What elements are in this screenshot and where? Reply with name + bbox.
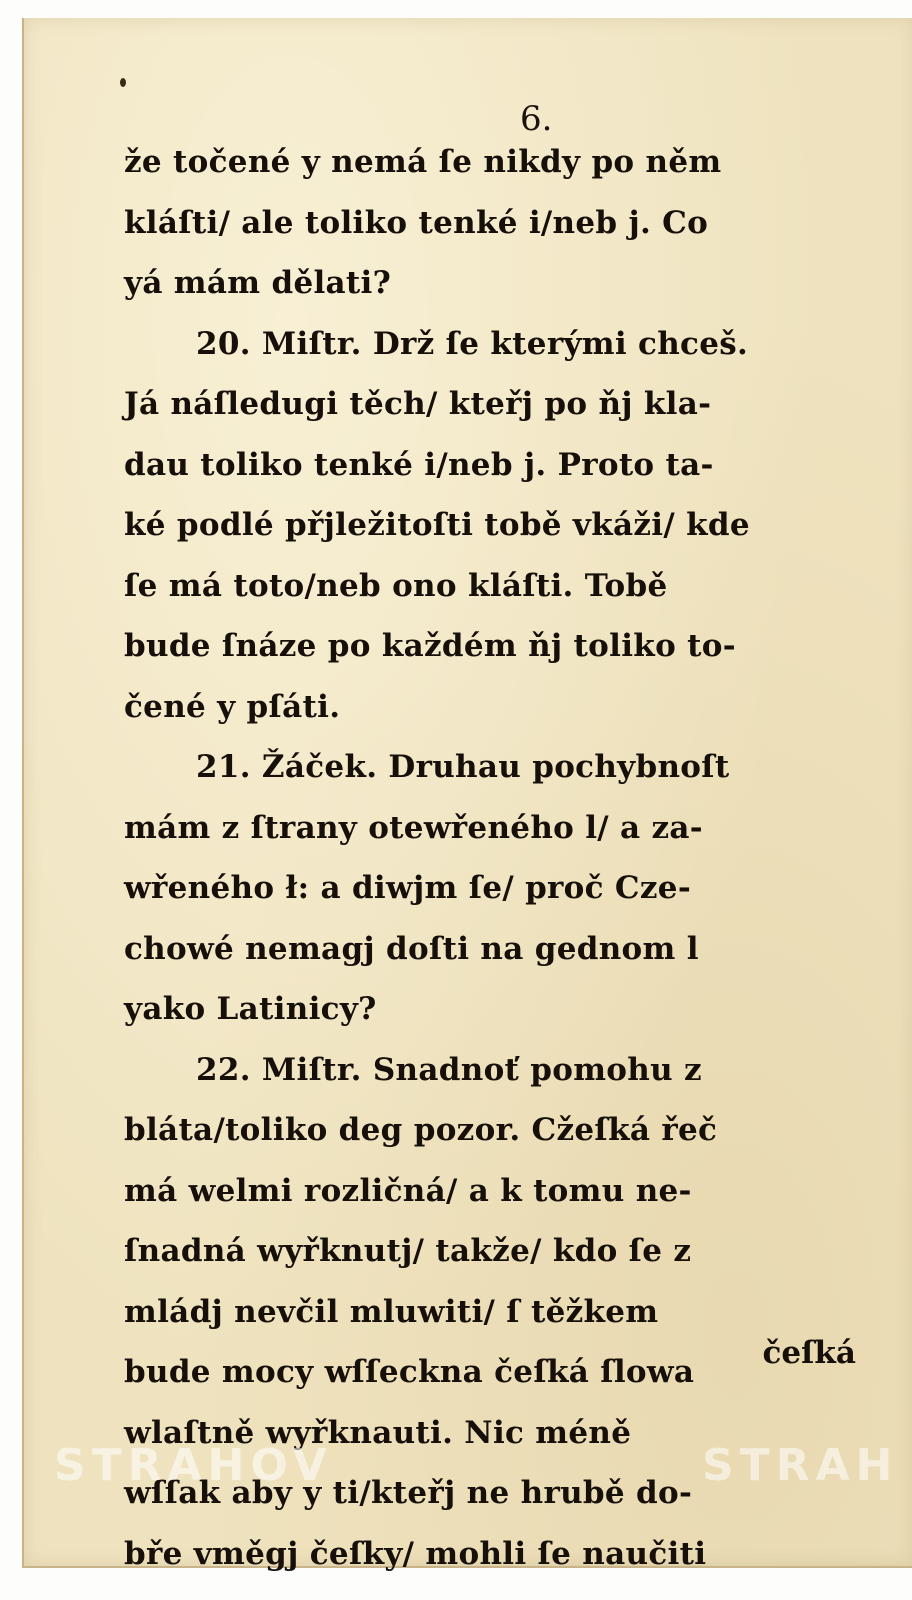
text-line: mládj nevčil mluwiti/ ſ těžkem xyxy=(124,1293,659,1330)
text-line: wřeného ł: a diwjm ſe/ proč Cze- xyxy=(124,870,691,906)
text-line: bude ſnáze po každém ňj toliko to- xyxy=(124,628,736,664)
text-line: chowé nemagj doſti na gednom l xyxy=(124,930,699,967)
text-line: ké podlé přjležitoſti tobě vkáži/ kde xyxy=(124,507,750,543)
text-line: mám z ſtrany otewřeného l/ a za- xyxy=(124,809,703,846)
text-line: yako Latinicy? xyxy=(124,991,377,1027)
text-line: 20. Miſtr. Drž ſe kterými chceš. xyxy=(196,325,749,362)
text-line: ſnadná wyřknutj/ takže/ kdo ſe z xyxy=(124,1233,692,1269)
text-line: 22. Miſtr. Snadnoť pomohu z xyxy=(196,1051,702,1088)
text-line: bláta/toliko deg pozor. Cžeſká řeč xyxy=(124,1112,718,1148)
text-line: Já náſledugi těch/ kteřj po ňj kla- xyxy=(124,386,712,422)
ink-speck xyxy=(120,78,126,87)
page-number: 6. xyxy=(520,99,553,139)
text-line: ſe má toto/neb ono kláſti. Tobě xyxy=(124,567,668,604)
text-line: že točené y nemá ſe nikdy po něm xyxy=(124,144,722,180)
library-watermark: STRAH xyxy=(702,1440,899,1491)
text-line: yá mám dělati? xyxy=(124,265,392,301)
text-line: wlaſtně wyřknauti. Nic méně xyxy=(124,1414,632,1451)
text-line: bře vměgj čeſky/ mohli ſe naučiti xyxy=(124,1535,707,1572)
text-line: wſſak aby y ti/kteřj ne hrubě do- xyxy=(124,1475,693,1511)
text-block xyxy=(124,132,864,1584)
text-line: má welmi rozličná/ a k tomu ne- xyxy=(124,1172,692,1209)
text-line: bude mocy wſſeckna čeſká ſlowa xyxy=(124,1354,695,1390)
library-watermark: STRAHOV xyxy=(54,1440,333,1491)
text-line: 21. Žáček. Druhau pochybnoſt xyxy=(196,749,730,785)
text-line: čené y pſáti. xyxy=(124,688,341,725)
text-line: dau toliko tenké i/neb j. Proto ta- xyxy=(124,446,714,483)
text-line: kláſti/ ale toliko tenké i/neb j. Co xyxy=(124,204,709,241)
catchword: čeſká xyxy=(762,1335,856,1371)
